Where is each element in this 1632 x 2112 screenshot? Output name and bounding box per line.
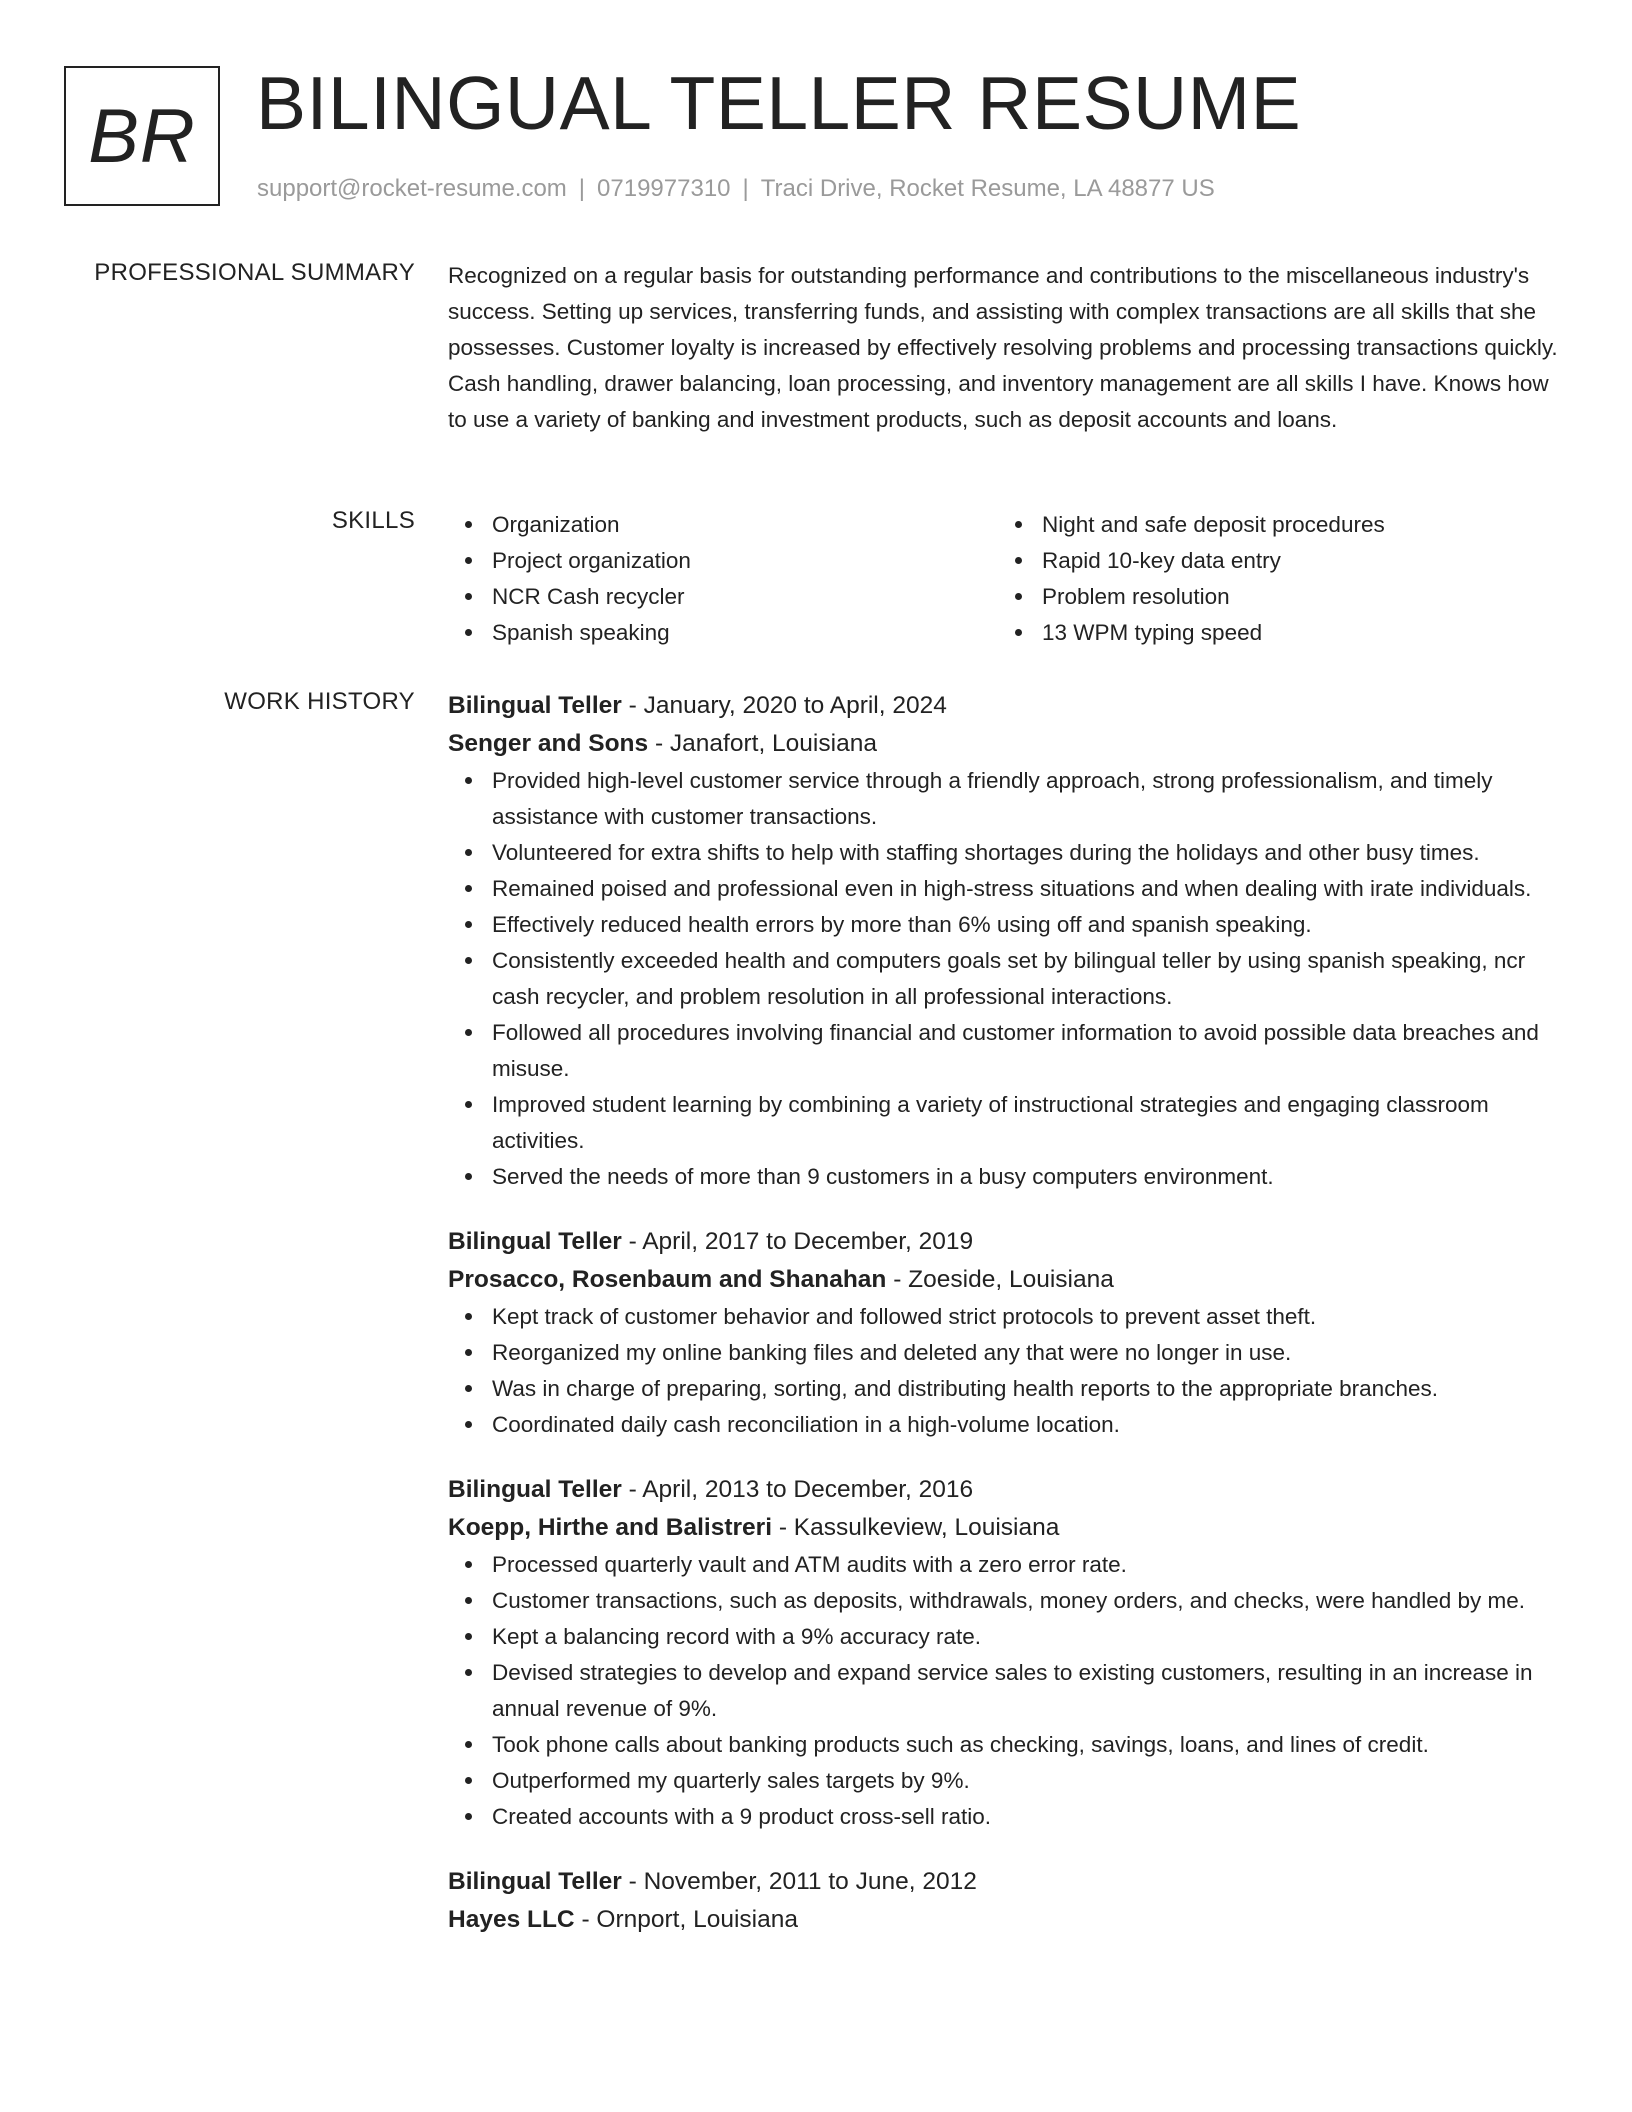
- contact-address: Traci Drive, Rocket Resume, LA 48877 US: [760, 175, 1215, 202]
- job-bullet: Consistently exceeded health and computers goals set by bilingual teller by using spanish speaking, ncr cash recycler, and problem resolution in all professional interactions.: [492, 943, 1560, 1015]
- job-bullet: Outperformed my quarterly sales targets by 9%.: [492, 1763, 1560, 1799]
- skill-item: Night and safe deposit procedures: [1042, 507, 1558, 543]
- skill-item: 13 WPM typing speed: [1042, 615, 1558, 651]
- monogram-logo: BR: [64, 66, 220, 206]
- work-label: WORK HISTORY: [224, 688, 415, 715]
- job-dates: - April, 2013 to December, 2016: [621, 1476, 974, 1503]
- contact-line: [257, 175, 1215, 203]
- job-dates: - January, 2020 to April, 2024: [621, 692, 947, 719]
- job-title-line: [448, 687, 1560, 725]
- job-company: Hayes LLC: [448, 1906, 575, 1933]
- job-bullet: Remained poised and professional even in high-stress situations and when dealing with irate individuals.: [492, 871, 1560, 907]
- skill-item: Project organization: [492, 543, 998, 579]
- skill-item: NCR Cash recycler: [492, 579, 998, 615]
- job-bullet: Kept a balancing record with a 9% accuracy rate.: [492, 1619, 1560, 1655]
- skill-item: Spanish speaking: [492, 615, 998, 651]
- job-bullet: Improved student learning by combining a variety of instructional strategies and engaging classroom activities.: [492, 1087, 1560, 1159]
- job-bullet: Kept track of customer behavior and followed strict protocols to prevent asset theft.: [492, 1299, 1560, 1335]
- job-bullet: Took phone calls about banking products such as checking, savings, loans, and lines of credit.: [492, 1727, 1560, 1763]
- job-title: Bilingual Teller: [448, 692, 622, 719]
- job-title-line: [448, 1863, 1560, 1901]
- job-dates: - April, 2017 to December, 2019: [621, 1228, 974, 1255]
- job-bullet: Volunteered for extra shifts to help with staffing shortages during the holidays and other busy times.: [492, 835, 1560, 871]
- job-location: - Zoeside, Louisiana: [886, 1266, 1114, 1293]
- job-bullet: Served the needs of more than 9 customers in a busy computers environment.: [492, 1159, 1560, 1195]
- job-bullet: Customer transactions, such as deposits, withdrawals, money orders, and checks, were handled by me.: [492, 1583, 1560, 1619]
- job-bullet: Followed all procedures involving financial and customer information to avoid possible data breaches and misuse.: [492, 1015, 1560, 1087]
- job-bullet: Created accounts with a 9 product cross-sell ratio.: [492, 1799, 1560, 1835]
- job-bullet-list: [448, 763, 1560, 1195]
- job-title: Bilingual Teller: [448, 1476, 622, 1503]
- job-bullet-list: [448, 1547, 1560, 1835]
- job-dates: - November, 2011 to June, 2012: [621, 1868, 977, 1895]
- summary-text: Recognized on a regular basis for outstanding performance and contributions to the miscellaneous industry's success. Setting up services, transferring funds, and assisting with complex transactions are all skills that she possesses. Customer loyalty is increased by effectively resolving problems and processing transactions quickly. Cash handling, drawer balancing, loan processing, and inventory management are all skills I have. Knows how to use a variety of banking and investment products, such as deposit accounts and loans.: [448, 263, 1558, 432]
- job-bullet: Devised strategies to develop and expand service sales to existing customers, resulting in an increase in annual revenue of 9%.: [492, 1655, 1560, 1727]
- job-bullet: Coordinated daily cash reconciliation in a high-volume location.: [492, 1407, 1560, 1443]
- work-body: [448, 687, 1560, 1967]
- contact-separator: |: [742, 175, 749, 202]
- job-company: Senger and Sons: [448, 730, 649, 757]
- job-company: Prosacco, Rosenbaum and Shanahan: [448, 1266, 887, 1293]
- skills-body: [448, 507, 1560, 651]
- skill-item: Problem resolution: [1042, 579, 1558, 615]
- job-company-line: [448, 725, 1560, 763]
- skills-column-right: [998, 507, 1558, 651]
- summary-body: [448, 258, 1560, 438]
- job-location: - Janafort, Louisiana: [648, 730, 877, 757]
- job-bullet: Provided high-level customer service through a friendly approach, strong professionalism, and timely assistance with customer transactions.: [492, 763, 1560, 835]
- contact-email[interactable]: support@rocket-resume.com: [257, 175, 567, 202]
- job-bullet: Effectively reduced health errors by more than 6% using off and spanish speaking.: [492, 907, 1560, 943]
- job-entry: [448, 1863, 1560, 1939]
- skill-item: Rapid 10-key data entry: [1042, 543, 1558, 579]
- job-title-line: [448, 1223, 1560, 1261]
- job-bullet: Reorganized my online banking files and deleted any that were no longer in use.: [492, 1335, 1560, 1371]
- summary-label: PROFESSIONAL SUMMARY: [94, 259, 415, 286]
- job-location: - Kassulkeview, Louisiana: [772, 1514, 1060, 1541]
- skills-column-left: [448, 507, 998, 651]
- job-location: - Ornport, Louisiana: [574, 1906, 798, 1933]
- job-bullet: Was in charge of preparing, sorting, and distributing health reports to the appropriate branches.: [492, 1371, 1560, 1407]
- job-company-line: [448, 1509, 1560, 1547]
- skills-label: SKILLS: [331, 507, 415, 534]
- job-title-line: [448, 1471, 1560, 1509]
- job-entry: [448, 1223, 1560, 1443]
- contact-phone[interactable]: 0719977310: [597, 175, 731, 202]
- resume-header: [64, 61, 1564, 216]
- job-entry: [448, 1471, 1560, 1835]
- job-title: Bilingual Teller: [448, 1868, 622, 1895]
- job-bullet-list: [448, 1299, 1560, 1443]
- job-bullet: Processed quarterly vault and ATM audits with a zero error rate.: [492, 1547, 1560, 1583]
- job-entry: [448, 687, 1560, 1195]
- resume-title: BILINGUAL TELLER RESUME: [256, 61, 1302, 145]
- skill-item: Organization: [492, 507, 998, 543]
- job-company-line: [448, 1261, 1560, 1299]
- skills-grid: [448, 507, 1560, 651]
- job-company-line: [448, 1901, 1560, 1939]
- contact-separator: |: [578, 175, 586, 202]
- job-title: Bilingual Teller: [448, 1228, 622, 1255]
- job-company: Koepp, Hirthe and Balistreri: [448, 1514, 773, 1541]
